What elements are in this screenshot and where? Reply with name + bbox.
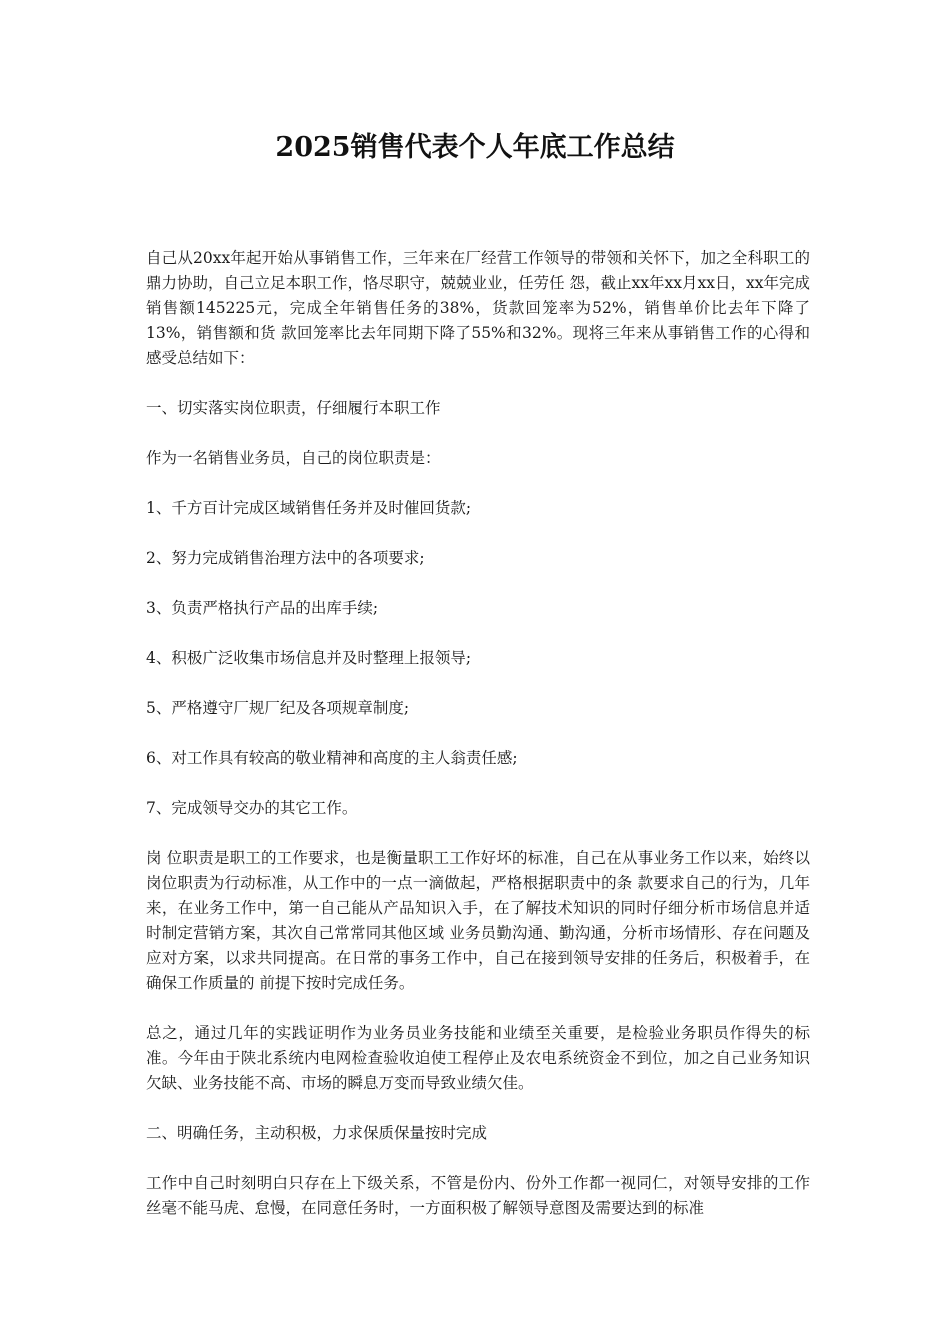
duty-item-1: 1、千方百计完成区域销售任务并及时催回货款; [146,499,472,517]
document-title: 2025销售代表个人年底工作总结 [275,132,675,163]
document-body [146,246,810,1246]
duty-item-3: 3、负责严格执行产品的出库手续; [146,599,379,617]
intro-paragraph: 自己从20xx年起开始从事销售工作，三年来在厂经营工作领导的带领和关怀下，加之全科职工的鼎力协助，自己立足本职工作，恪尽职守，兢兢业业，任劳任 怨，截止xx年xx月xx日，xx年完成销售额145225元，完成全年销售任务的38%，货款回笼率为52%，销售单价比去年下降了13%，销售额和货 款回笼率比去年同期下降了55%和32%。现将三年来从事销售工作的心得和感受总结如下： [146,249,810,367]
section-heading-1: 一、切实落实岗位职责，仔细履行本职工作 [146,399,441,417]
duties-intro: 作为一名销售业务员，自己的岗位职责是： [146,449,441,467]
duty-item-4: 4、积极广泛收集市场信息并及时整理上报领导; [146,649,472,667]
duty-item-5: 5、严格遵守厂规厂纪及各项规章制度; [146,699,410,717]
section-heading-2: 二、明确任务，主动积极，力求保质保量按时完成 [146,1124,488,1142]
summary-paragraph: 总之，通过几年的实践证明作为业务员业务技能和业绩至关重要，是检验业务职员作得失的标准。今年由于陕北系统内电网检查验收迫使工程停止及农电系统资金不到位，加之自己业务知识欠缺、业务技能不高、市场的瞬息万变而导致业绩欠佳。 [146,1024,810,1092]
duty-item-6: 6、对工作具有较高的敬业精神和高度的主人翁责任感; [146,749,518,767]
duties-discussion-paragraph: 岗 位职责是职工的工作要求，也是衡量职工工作好坏的标准，自己在从事业务工作以来，始终以岗位职责为行动标准，从工作中的一点一滴做起，严格根据职责中的条 款要求自己的行为，几年来，在业务工作中，第一自己能从产品知识入手，在了解技术知识的同时仔细分析市场信息并适时制定营销方案，其次自己常常同其他区域 业务员勤沟通、勤沟通，分析市场情形、存在问题及应对方案，以求共同提高。在日常的事务工作中，自己在接到领导安排的任务后，积极着手，在确保工作质量的 前提下按时完成任务。 [146,849,810,992]
tasks-paragraph: 工作中自己时刻明白只存在上下级关系，不管是份内、份外工作都一视同仁，对领导安排的工作丝毫不能马虎、怠慢，在同意任务时，一方面积极了解领导意图及需要达到的标准 [146,1174,810,1217]
duty-item-7: 7、完成领导交办的其它工作。 [146,799,358,817]
duty-item-2: 2、努力完成销售治理方法中的各项要求; [146,549,425,567]
